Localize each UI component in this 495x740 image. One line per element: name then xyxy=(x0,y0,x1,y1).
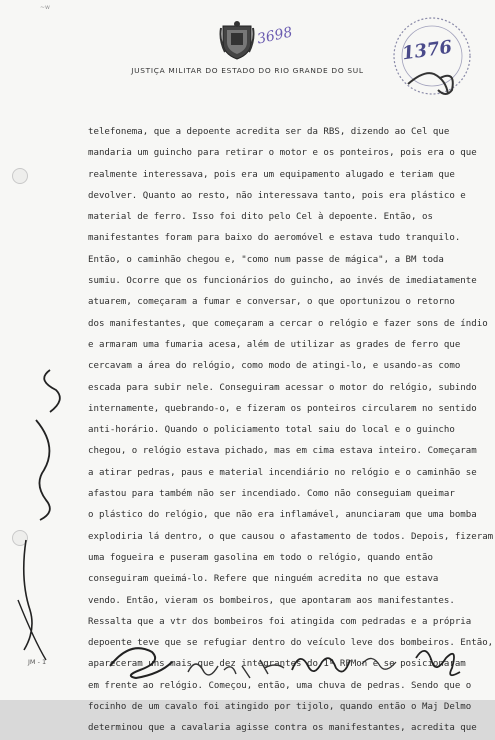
coat-of-arms-icon xyxy=(219,20,255,60)
body-line: devolver. Quanto ao resto, não interessava tanto, pois era plástico e xyxy=(88,190,466,201)
body-line: chegou, o relógio estava pichado, mas em cima estava inteiro. Começaram xyxy=(88,446,477,457)
handwritten-page-number: 3698 xyxy=(255,24,294,48)
body-line: em frente ao relógio. Começou, então, uma chuva de pedras. Sendo que o xyxy=(88,680,472,691)
stamp-number: 1376 xyxy=(400,36,454,65)
body-line: Ressalta que a vtr dos bombeiros foi atingida com pedradas e a própria xyxy=(88,616,472,627)
body-line: focinho de um cavalo foi atingido por tijolo, quando então o Maj Delmo xyxy=(88,702,472,713)
body-line: Então, o caminhão chegou e, "como num passe de mágica", a BM toda xyxy=(88,254,444,265)
body-line: depoente teve que se refugiar dentro do veículo leve dos bombeiros. Então, xyxy=(88,638,494,649)
body-line: material de ferro. Isso foi dito pelo Cel à depoente. Então, os xyxy=(88,212,433,223)
body-line: mandaria um guincho para retirar o motor e os ponteiros, pois era o que xyxy=(88,148,477,159)
body-line: manifestantes foram para baixo do aeromóvel e estava tudo tranquilo. xyxy=(88,233,461,244)
body-line: dos manifestantes, que começaram a cercar o relógio e fazer sons de índio xyxy=(88,318,488,329)
body-line: internamente, quebrando-o, e fizeram os ponteiros circularem no sentido xyxy=(88,403,477,414)
body-line: atuarem, começaram a fumar e conversar, o que oportunizou o retorno xyxy=(88,297,455,308)
body-line: determinou que a cavalaria agisse contra os manifestantes, acredita que xyxy=(88,723,477,734)
signature-row xyxy=(100,622,485,694)
body-line: vendo. Então, vieram os bombeiros, que apontaram aos manifestantes. xyxy=(88,595,455,606)
body-line: cercavam a área do relógio, como modo de atingi-lo, e usando-as como xyxy=(88,361,461,372)
body-line: uma fogueira e puseram gasolina em todo o relógio, quando então xyxy=(88,552,433,563)
body-line: explodiria lá dentro, o que causou o afastamento de todos. Depois, fizeram xyxy=(88,531,494,542)
punch-hole-top xyxy=(12,168,28,184)
body-line: sumiu. Ocorre que os funcionários do guincho, ao invés de imediatamente xyxy=(88,276,477,287)
body-line: conseguiram queimá-lo. Refere que ninguém acredita no que estava xyxy=(88,574,439,585)
corner-mark: ~w xyxy=(40,4,50,11)
body-line: telefonema, que a depoente acredita ser da RBS, dizendo ao Cel que xyxy=(88,127,450,137)
court-header: JUSTIÇA MILITAR DO ESTADO DO RIO GRANDE DO SUL xyxy=(131,66,364,75)
body-line: o plástico do relógio, que não era inflamável, anunciaram que uma bomba xyxy=(88,510,477,521)
body-line: afastou para também não ser incendiado. Como não conseguiam queimar xyxy=(88,489,455,500)
body-line: a atirar pedras, paus e material incendiário no relógio e o caminhão se xyxy=(88,467,477,478)
margin-signature xyxy=(6,360,76,680)
body-line: realmente interessava, pois era um equipamento alugado e teriam que xyxy=(88,169,455,180)
body-line: escada para subir nele. Conseguiram acessar o motor do relógio, subindo xyxy=(88,382,477,393)
body-line: apareceram uns mais que dez integrantes do 1º RPMon e se posicionaram xyxy=(88,659,466,670)
form-code: JM - 1 xyxy=(28,658,47,666)
body-line: anti-horário. Quando o policiamento total saiu do local e o guincho xyxy=(88,425,455,436)
body-line: e armaram uma fumaria acesa, além de utilizar as grades de ferro que xyxy=(88,339,461,350)
